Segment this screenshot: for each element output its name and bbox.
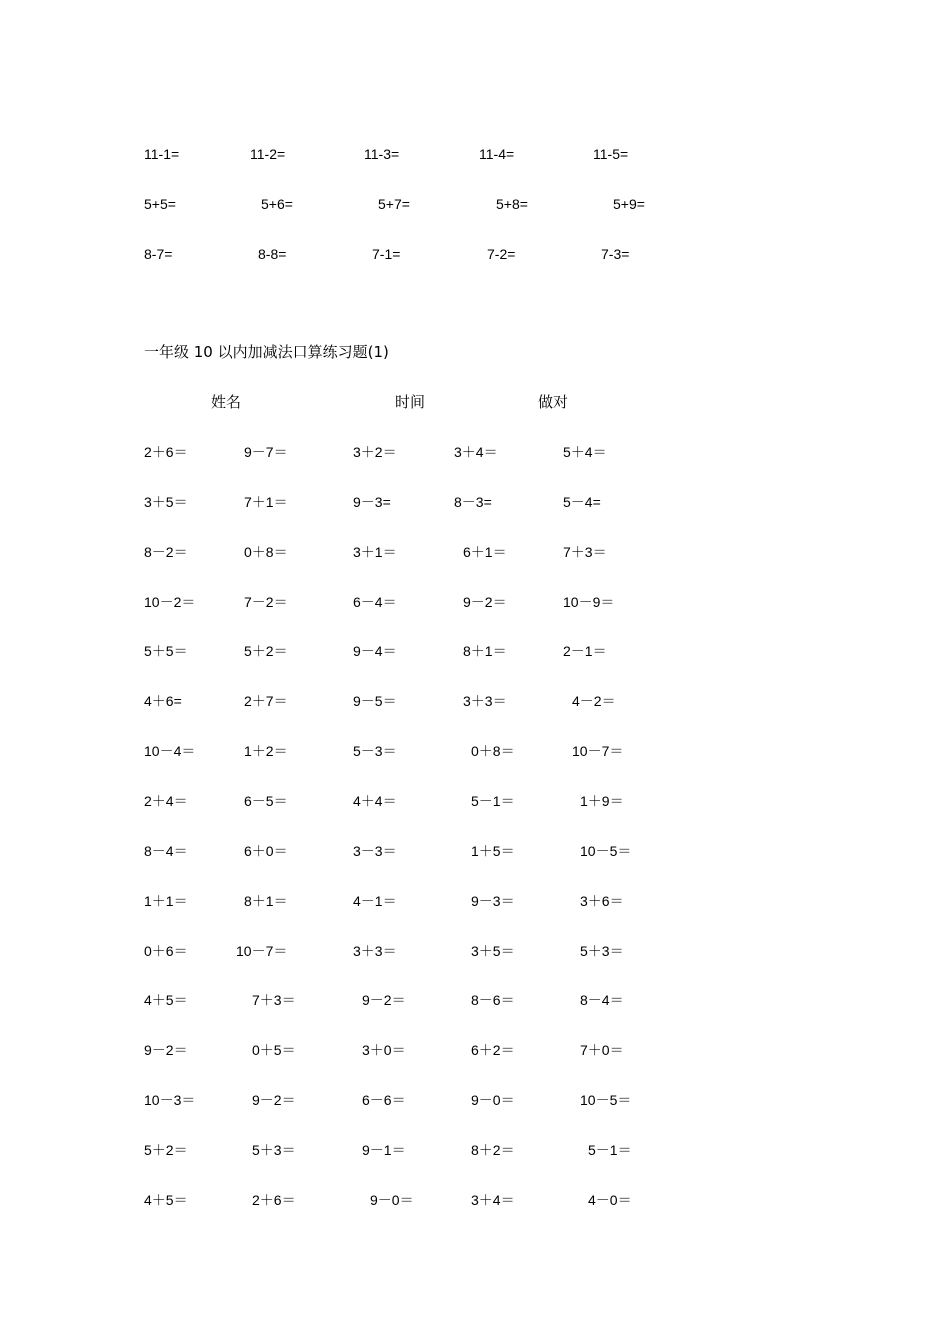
problem: 9－1＝ [362,1142,406,1158]
problem: 7＋3＝ [252,992,296,1008]
problem: 2＋7＝ [244,693,288,709]
problem: 4＋4＝ [353,793,397,809]
problem: 4＋6= [144,693,182,709]
name-label: 姓名 [211,393,242,411]
problem: 9－2＝ [362,992,406,1008]
problem: 1＋2＝ [244,743,288,759]
problem: 5－1＝ [471,793,515,809]
problem: 5＋5＝ [144,643,188,659]
top-problem: 8-7= [144,246,173,262]
problem: 4＋5＝ [144,992,188,1008]
problem: 9－4＝ [353,643,397,659]
problem: 8＋1＝ [463,643,507,659]
problem: 5－1＝ [588,1142,632,1158]
problem: 9－3= [353,494,391,510]
problem: 4－1＝ [353,893,397,909]
top-problem: 5+5= [144,196,176,212]
top-problem: 5+6= [261,196,293,212]
top-problem: 5+7= [378,196,410,212]
problem: 5－4= [563,494,601,510]
problem: 10－7＝ [236,943,288,959]
problem: 5＋3＝ [252,1142,296,1158]
problem: 3＋4＝ [454,444,498,460]
top-problem: 11-2= [250,146,286,162]
problem: 9－2＝ [463,594,507,610]
problem: 8－2＝ [144,544,188,560]
problem: 7＋1＝ [244,494,288,510]
problem: 8－6＝ [471,992,515,1008]
problem: 3－3＝ [353,843,397,859]
problem: 1＋5＝ [471,843,515,859]
problem: 6－6＝ [362,1092,406,1108]
problem: 3＋5＝ [144,494,188,510]
time-label: 时间 [395,393,426,411]
problem: 3＋0＝ [362,1042,406,1058]
problem: 5＋2＝ [144,1142,188,1158]
top-problem: 11-4= [479,146,515,162]
problem: 10－5＝ [580,1092,632,1108]
problem: 8＋1＝ [244,893,288,909]
top-problem: 11-3= [364,146,400,162]
problem: 7＋0＝ [580,1042,624,1058]
problem: 6＋1＝ [463,544,507,560]
problem: 9－0＝ [370,1192,414,1208]
problem: 3＋3＝ [353,943,397,959]
problem: 10－2＝ [144,594,196,610]
top-problem: 7-2= [487,246,516,262]
problem: 2＋4＝ [144,793,188,809]
problem: 1＋1＝ [144,893,188,909]
problem: 3＋1＝ [353,544,397,560]
problem: 7＋3＝ [563,544,607,560]
problem: 4－2＝ [572,693,616,709]
top-problem: 11-5= [593,146,629,162]
problem: 0＋8＝ [471,743,515,759]
problem: 5＋3＝ [580,943,624,959]
problem: 9－5＝ [353,693,397,709]
problem: 3＋4＝ [471,1192,515,1208]
problem: 9－0＝ [471,1092,515,1108]
problem: 0＋8＝ [244,544,288,560]
problem: 5＋2＝ [244,643,288,659]
problem: 10－9＝ [563,594,615,610]
problem: 8－3= [454,494,492,510]
correct-label: 做对 [538,393,569,411]
problem: 7－2＝ [244,594,288,610]
worksheet-title: 一年级 10 以内加减法口算练习题(1) [144,343,389,361]
top-problem: 5+9= [613,196,645,212]
top-problem: 7-3= [601,246,630,262]
problem: 2＋6＝ [144,444,188,460]
problem: 2＋6＝ [252,1192,296,1208]
problem: 1＋9＝ [580,793,624,809]
problem: 5－3＝ [353,743,397,759]
problem: 6－4＝ [353,594,397,610]
problem: 9－2＝ [144,1042,188,1058]
top-problem: 11-1= [144,146,180,162]
top-problem: 5+8= [496,196,528,212]
problem: 3＋5＝ [471,943,515,959]
problem: 0＋5＝ [252,1042,296,1058]
problem: 6－5＝ [244,793,288,809]
problem: 0＋6＝ [144,943,188,959]
problem: 6＋2＝ [471,1042,515,1058]
problem: 10－7＝ [572,743,624,759]
problem: 8＋2＝ [471,1142,515,1158]
top-problem: 7-1= [372,246,401,262]
problem: 3＋2＝ [353,444,397,460]
problem: 3＋3＝ [463,693,507,709]
top-problem: 8-8= [258,246,287,262]
problem: 4－0＝ [588,1192,632,1208]
problem: 10－3＝ [144,1092,196,1108]
problem: 2－1＝ [563,643,607,659]
problem: 9－3＝ [471,893,515,909]
problem: 9－7＝ [244,444,288,460]
problem: 4＋5＝ [144,1192,188,1208]
problem: 10－5＝ [580,843,632,859]
problem: 10－4＝ [144,743,196,759]
problem: 8－4＝ [144,843,188,859]
problem: 5＋4＝ [563,444,607,460]
problem: 6＋0＝ [244,843,288,859]
problem: 3＋6＝ [580,893,624,909]
problem: 9－2＝ [252,1092,296,1108]
problem: 8－4＝ [580,992,624,1008]
